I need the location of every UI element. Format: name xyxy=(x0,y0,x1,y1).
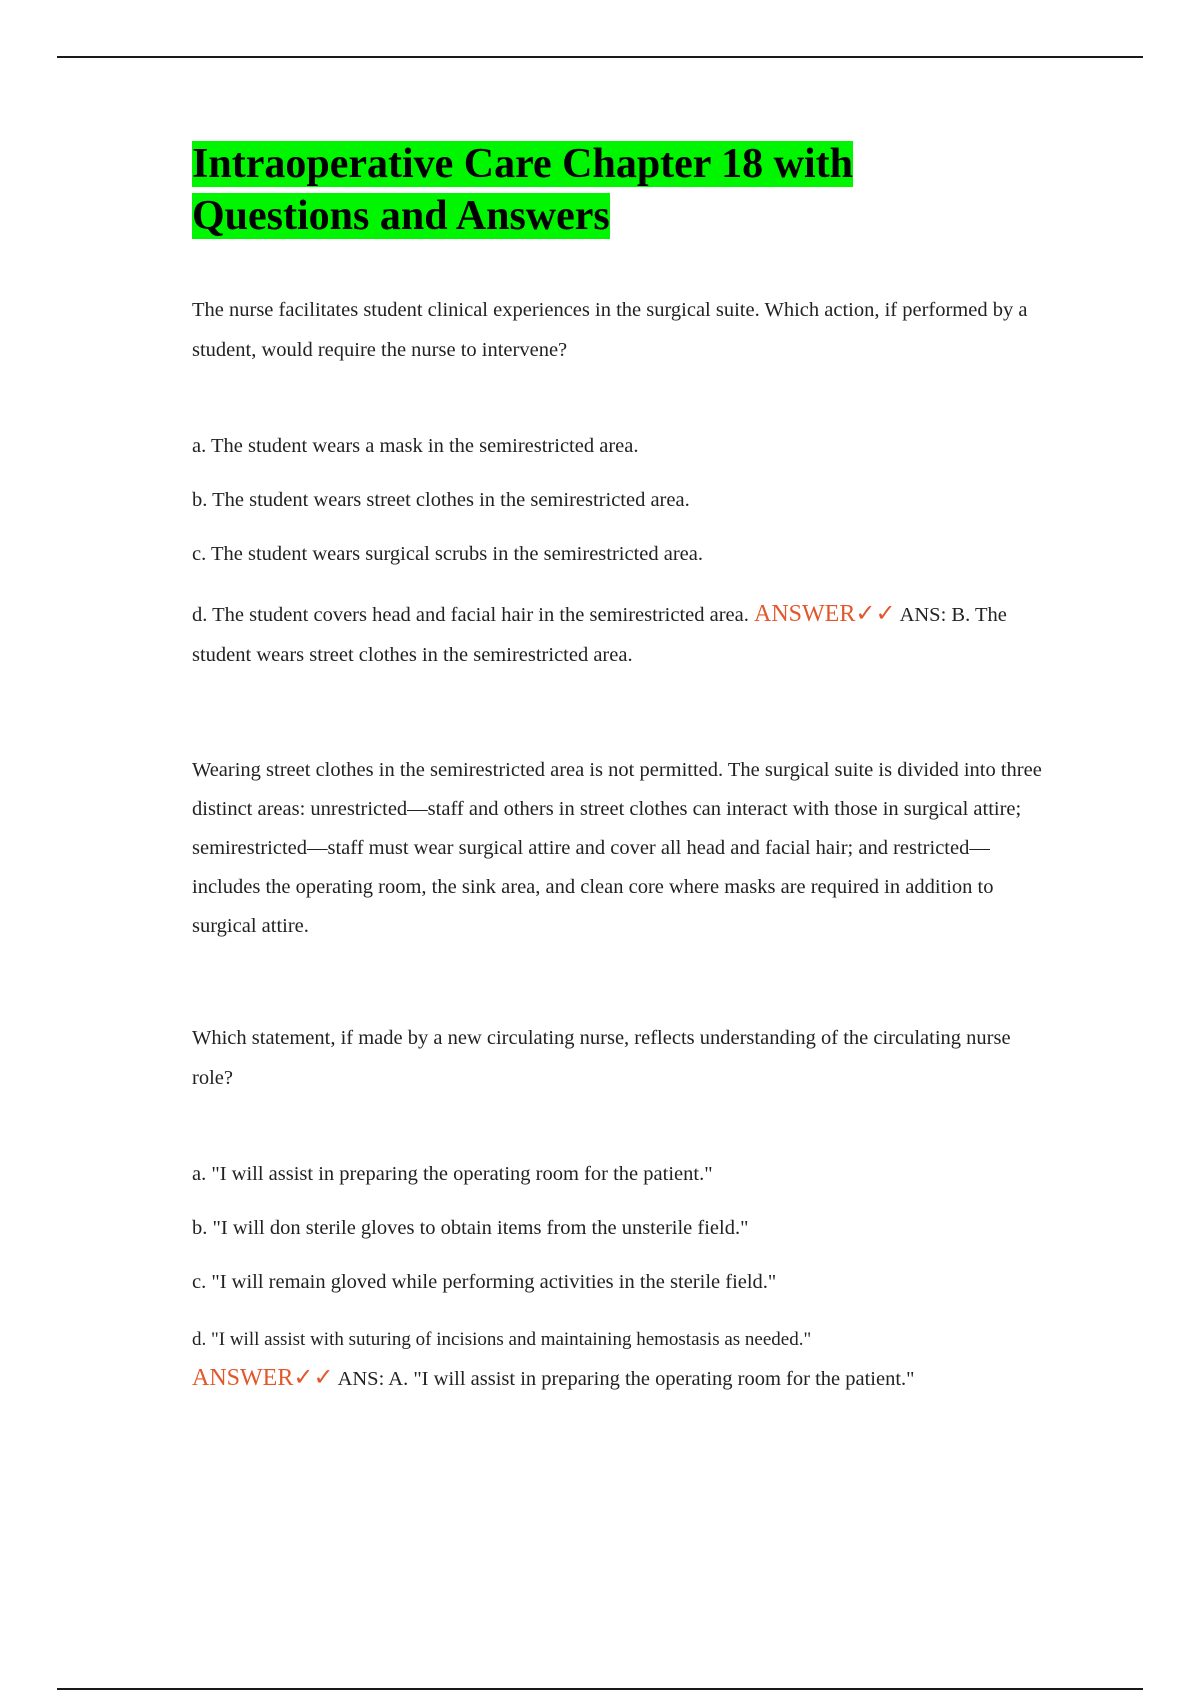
question-2-option-c: c. "I will remain gloved while performing activities in the sterile field." xyxy=(192,1271,777,1293)
question-1-option-d-with-answer xyxy=(192,594,1052,675)
question-2-answer-line xyxy=(192,1358,1052,1399)
question-2-stem: Which statement, if made by a new circulating nurse, reflects understanding of the circulating nurse role? xyxy=(192,1027,1011,1089)
question-2-answer-label: ANSWER✓✓ xyxy=(192,1365,334,1391)
title-line-2: Questions and Answers xyxy=(192,193,610,239)
question-1-option-b: b. The student wears street clothes in the semirestricted area. xyxy=(192,489,690,511)
question-1-options xyxy=(192,432,1052,675)
header-rule xyxy=(57,56,1143,58)
question-2-option-b: b. "I will don sterile gloves to obtain items from the unsterile field." xyxy=(192,1217,749,1239)
footer-rule xyxy=(57,1688,1143,1690)
question-1-answer-text: ANS: B. The student wears street clothes in the semirestricted area. xyxy=(192,604,1007,666)
question-2-options xyxy=(192,1160,1052,1399)
document-body xyxy=(192,138,1052,1399)
question-1-option-c: c. The student wears surgical scrubs in the semirestricted area. xyxy=(192,543,703,565)
question-1-rationale: Wearing street clothes in the semirestricted area is not permitted. The surgical suite is divided into three distinct areas: unrestricted—staff and others in street clothes can interact with those in surgical attire; semirestricted—staff must wear surgical attire and cover all head and facial hair; and restricted—includes the operating room, the sink area, and clean core where masks are required in addition to surgical attire. xyxy=(192,759,1042,937)
question-2-option-a: a. "I will assist in preparing the operating room for the patient." xyxy=(192,1163,713,1185)
question-1-option-d: d. The student covers head and facial hair in the semirestricted area. xyxy=(192,604,749,626)
question-1-answer-label: ANSWER✓✓ xyxy=(754,601,896,627)
question-2-option-d: d. "I will assist with suturing of incisions and maintaining hemostasis as needed." xyxy=(192,1329,812,1350)
question-1-stem: The nurse facilitates student clinical experiences in the surgical suite. Which action, if performed by a student, would require the nurse to intervene? xyxy=(192,299,1028,361)
question-1-option-a: a. The student wears a mask in the semirestricted area. xyxy=(192,435,639,457)
page-title xyxy=(192,138,1052,242)
title-line-1: Intraoperative Care Chapter 18 with xyxy=(192,141,854,187)
question-2-answer-text: ANS: A. "I will assist in preparing the operating room for the patient." xyxy=(337,1368,915,1390)
